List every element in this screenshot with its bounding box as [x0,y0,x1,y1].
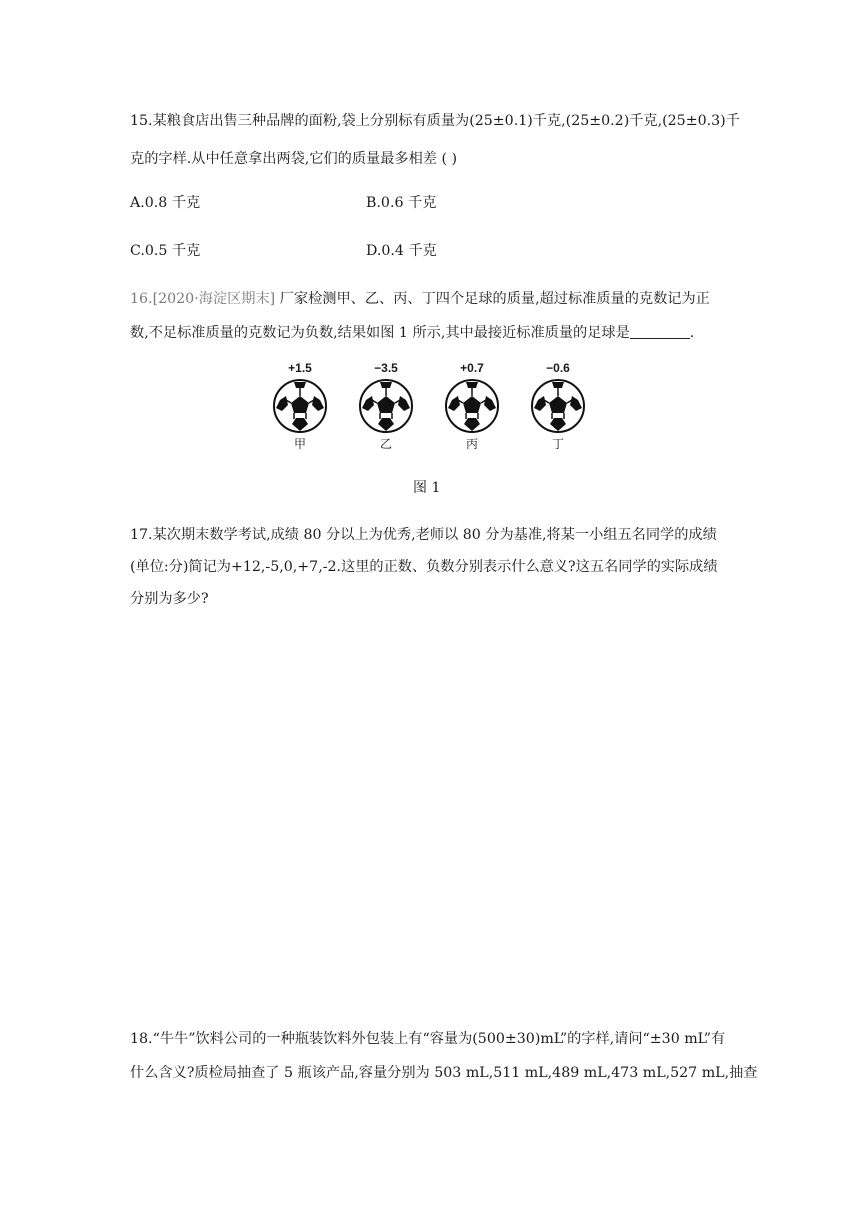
question-15 [130,106,742,174]
answer-blank[interactable] [630,324,690,339]
question-18-line-2: 什么含义?质检局抽查了 5 瓶该产品,容量分别为 503 mL,511 mL,489 mL,473 mL,527 mL,抽查 [130,1065,758,1081]
question-15-line-1: 15.某粮食店出售三种品牌的面粉,袋上分别标有质量为(25±0.1)千克,(25±0.2)千克,(25±0.3)千 [130,113,740,129]
question-16-line-1 [130,284,742,314]
question-17-line-3: 分别为多少? [130,591,209,607]
question-16-line-2-text: 数,不足标准质量的克数记为负数,结果如图 1 所示,其中最接近标准质量的足球是 [130,325,630,341]
option-d: D.0.4 千克 [366,243,437,259]
ball-name: 甲 [293,437,306,451]
ball-value: +0.7 [460,361,484,375]
option-c: C.0.5 千克 [130,243,201,259]
question-17 [130,520,742,614]
question-16-line-2 [130,318,742,348]
option-b: B.0.6 千克 [366,195,437,211]
question-18 [130,1024,758,1088]
question-15-line-2: 克的字样.从中任意拿出两袋,它们的质量最多相差 ( ) [130,151,458,167]
ball-value: −3.5 [374,361,398,375]
question-17-line-2: (单位:分)简记为+12,-5,0,+7,-2.这里的正数、负数分别表示什么意义?这五名同学的实际成绩 [130,559,718,575]
soccer-ball-icon [272,378,328,434]
ball-bing [442,360,502,452]
figure-caption: 图 1 [413,480,441,496]
question-17-line-1: 17.某次期末数学考试,成绩 80 分以上为优秀,老师以 80 分为基准,将某一小组五名同学的成绩 [130,527,717,543]
ball-ding [528,360,588,452]
question-18-line-1: 18.“牛牛”饮料公司的一种瓶装饮料外包装上有“容量为(500±30)mL”的字样,请问“±30 mL”有 [130,1031,726,1047]
soccer-ball-icon [444,378,500,434]
ball-jia [270,360,330,452]
ball-value: −0.6 [546,361,570,375]
question-16-line-1-text: 厂家检测甲、乙、丙、丁四个足球的质量,超过标准质量的克数记为正 [275,291,710,307]
soccer-ball-icon [530,378,586,434]
soccer-ball-icon [358,378,414,434]
ball-yi [356,360,416,452]
ball-name: 丙 [465,437,478,451]
ball-name: 乙 [379,437,392,451]
ball-name: 丁 [551,437,564,451]
question-16-source: 16.[2020·海淀区期末] [130,291,276,307]
option-a: A.0.8 千克 [130,195,201,211]
figure-1 [270,360,600,460]
ball-value: +1.5 [288,361,312,375]
question-16 [130,284,742,348]
question-16-line-2-end: . [689,325,695,341]
